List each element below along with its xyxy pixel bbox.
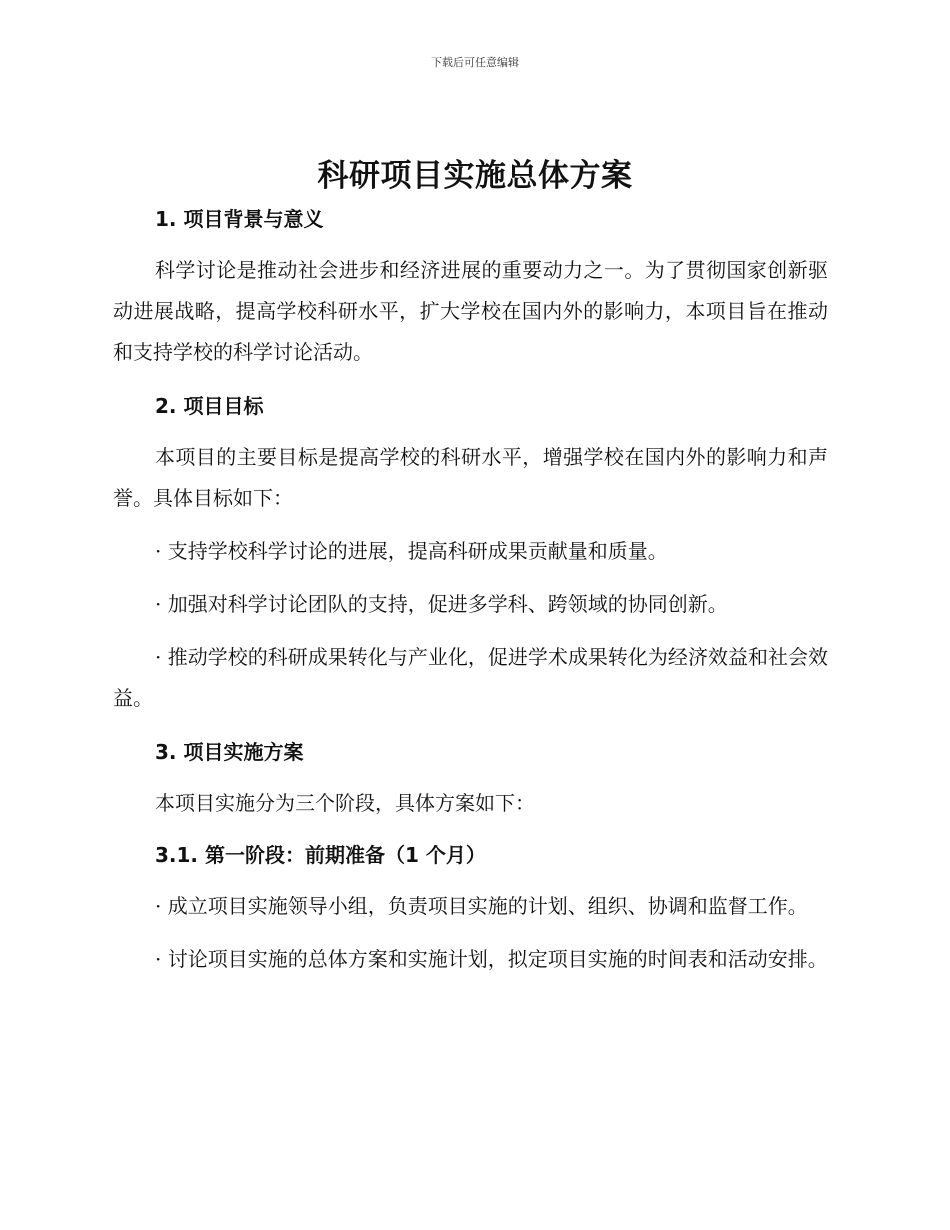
document-body — [113, 200, 828, 980]
bullet-goal-2: · 加强对科学讨论团队的支持，促进多学科、跨领域的协同创新。 — [155, 592, 728, 616]
bullet-goal-3: · 推动学校的科研成果转化与产业化，促进学术成果转化为经济效益和社会效益。 — [113, 645, 828, 710]
document-title: 科研项目实施总体方案 — [317, 158, 633, 194]
paragraph-plan: 本项目实施分为三个阶段，具体方案如下： — [155, 791, 535, 815]
header-note: 下载后可任意编辑 — [431, 56, 519, 69]
paragraph-goals: 本项目的主要目标是提高学校的科研水平，增强学校在国内外的影响力和声誉。具体目标如下： — [113, 445, 828, 510]
section-heading-plan: 3. 项目实施方案 — [155, 740, 304, 764]
bullet-phase1-1: · 成立项目实施领导小组，负责项目实施的计划、组织、协调和监督工作。 — [155, 894, 808, 918]
subsection-heading-phase-1: 3.1. 第一阶段：前期准备（1 个月） — [155, 843, 486, 867]
section-heading-goals: 2. 项目目标 — [155, 394, 264, 418]
section-heading-background: 1. 项目背景与意义 — [155, 207, 324, 231]
paragraph-background: 科学讨论是推动社会进步和经济进展的重要动力之一。为了贯彻国家创新驱动进展战略，提高学校科研水平，扩大学校在国内外的影响力，本项目旨在推动和支持学校的科学讨论活动。 — [113, 258, 828, 364]
bullet-phase1-2: · 讨论项目实施的总体方案和实施计划，拟定项目实施的时间表和活动安排。 — [155, 947, 828, 971]
bullet-goal-1: · 支持学校科学讨论的进展，提高科研成果贡献量和质量。 — [155, 539, 668, 563]
